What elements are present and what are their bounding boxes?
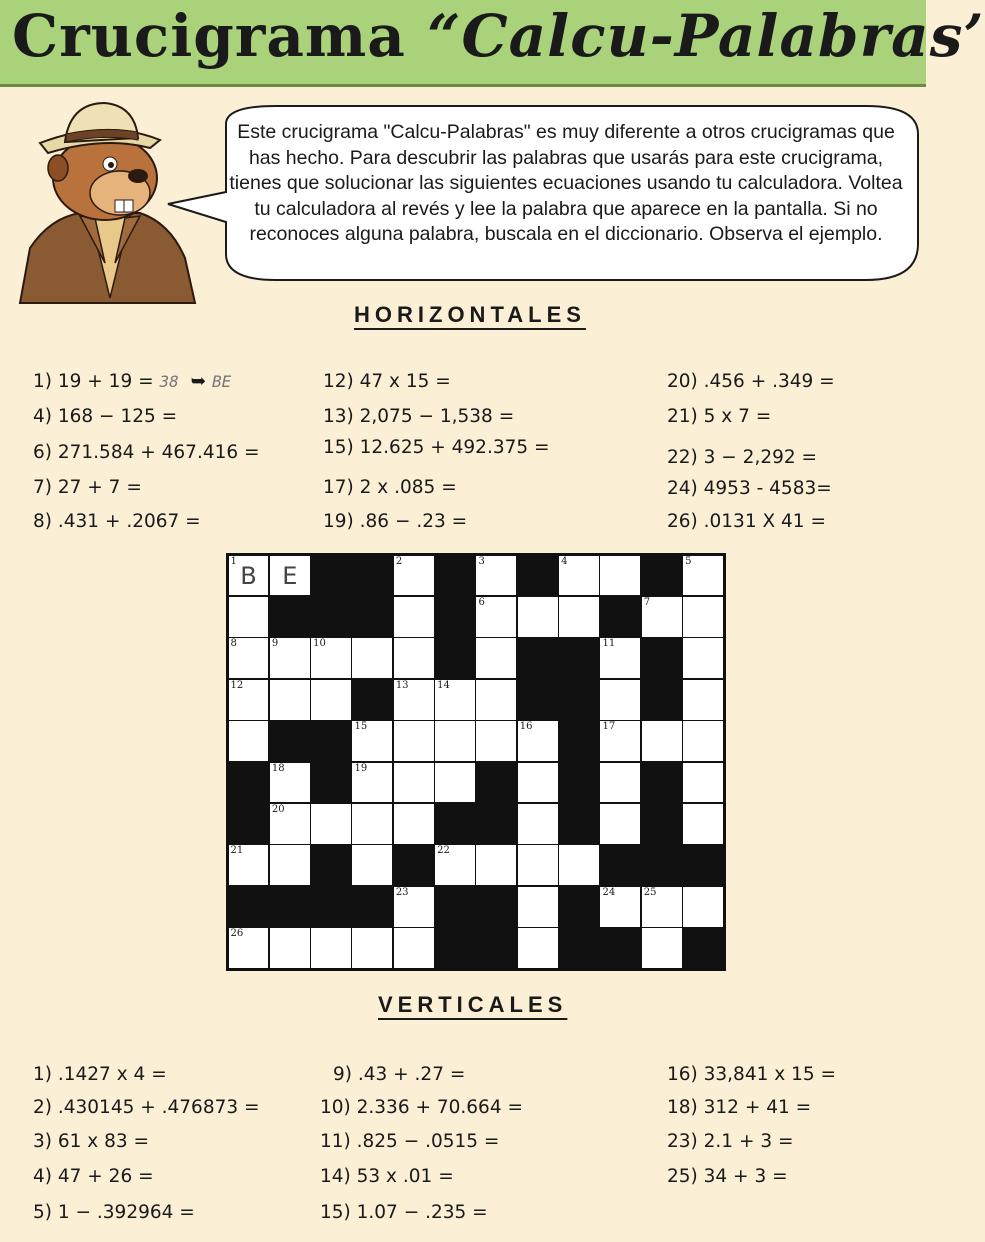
grid-cell[interactable] <box>435 763 475 803</box>
grid-cell[interactable] <box>270 804 310 844</box>
grid-cell[interactable] <box>229 556 269 596</box>
grid-cell[interactable] <box>311 804 351 844</box>
clue-number: 6 <box>478 596 485 608</box>
grid-cell[interactable] <box>642 721 682 761</box>
title-banner <box>0 0 985 87</box>
clue-h-7: 7) 27 + 7 = <box>33 477 142 498</box>
example-result: 38 <box>159 372 179 391</box>
clue-number: 22 <box>437 845 450 857</box>
grid-cell[interactable] <box>476 721 516 761</box>
grid-cell[interactable] <box>435 845 475 885</box>
horizontales-heading: HORIZONTALES <box>354 302 586 327</box>
grid-cell[interactable] <box>394 721 434 761</box>
grid-cell[interactable] <box>270 556 310 596</box>
clue-number: 20 <box>271 803 285 815</box>
grid-cell[interactable] <box>229 638 269 678</box>
clue-number: 15 <box>354 721 368 733</box>
clue-number: 7 <box>643 596 651 608</box>
clue-v-23: 23) 2.1 + 3 = <box>667 1131 794 1152</box>
grid-cell[interactable] <box>476 597 516 637</box>
grid-cell[interactable] <box>642 887 682 927</box>
grid-cell[interactable] <box>352 928 392 968</box>
grid-cell[interactable] <box>394 928 434 968</box>
grid-cell[interactable] <box>476 556 516 596</box>
grid-cell[interactable] <box>352 804 392 844</box>
grid-cell[interactable] <box>518 597 558 637</box>
grid-cell[interactable] <box>683 763 723 803</box>
clue-number: 21 <box>230 845 244 857</box>
grid-cell[interactable] <box>518 845 558 885</box>
grid-cell[interactable] <box>683 804 723 844</box>
grid-cell[interactable] <box>642 597 682 637</box>
clue-h-13: 13) 2,075 − 1,538 = <box>323 406 515 427</box>
clue-number: 5 <box>685 555 692 567</box>
title-italic: “Calcu-Palabras’ <box>427 2 985 70</box>
clue-number: 11 <box>602 638 616 650</box>
grid-cell[interactable] <box>683 556 723 596</box>
clue-v-1: 1) .1427 x 4 = <box>33 1064 167 1085</box>
grid-cell[interactable] <box>683 887 723 927</box>
grid-cell[interactable] <box>394 887 434 927</box>
cell-letter: E <box>282 561 298 590</box>
clue-v-18: 18) 312 + 41 = <box>667 1097 812 1118</box>
clue-h-21: 21) 5 x 7 = <box>667 406 772 427</box>
grid-cell[interactable] <box>229 928 269 968</box>
clue-number: 4 <box>561 555 568 567</box>
grid-cell[interactable] <box>518 721 558 761</box>
clue-h-17: 17) 2 x .085 = <box>323 477 457 498</box>
clue-v-15: 15) 1.07 − .235 = <box>320 1202 488 1223</box>
clue-number: 12 <box>230 679 244 691</box>
grid-cell[interactable] <box>270 763 310 803</box>
clue-number: 8 <box>230 638 237 650</box>
grid-cell[interactable] <box>229 721 269 761</box>
clue-number: 2 <box>395 555 403 567</box>
clue-v-16: 16) 33,841 x 15 = <box>667 1064 837 1085</box>
clue-number: 24 <box>602 886 616 898</box>
grid-cell[interactable] <box>352 763 392 803</box>
grid-cell[interactable] <box>311 638 351 678</box>
grid-cell[interactable] <box>229 680 269 720</box>
grid-cell[interactable] <box>600 887 640 927</box>
grid-cell[interactable] <box>352 845 392 885</box>
grid-cell[interactable] <box>270 845 310 885</box>
grid-cell[interactable] <box>394 556 434 596</box>
grid-cell[interactable] <box>559 556 599 596</box>
clue-number: 1 <box>230 555 237 567</box>
clue-h-26: 26) .0131 X 41 = <box>667 511 826 532</box>
clue-number: 3 <box>478 555 485 567</box>
clue-number: 18 <box>271 762 285 774</box>
grid-cell[interactable] <box>683 721 723 761</box>
grid-cell[interactable] <box>352 638 392 678</box>
clue-v-4: 4) 47 + 26 = <box>33 1166 154 1187</box>
grid-cell[interactable] <box>518 928 558 968</box>
grid-cell[interactable] <box>683 680 723 720</box>
grid-cell[interactable] <box>229 597 269 637</box>
clue-h-20: 20) .456 + .349 = <box>667 371 835 392</box>
clue-h-15: 15) 12.625 + 492.375 = <box>323 437 550 458</box>
grid-cell[interactable] <box>600 721 640 761</box>
intro-text: Este crucigrama "Calcu-Palabras" es muy diferente a otros crucigramas que has hecho. Para descubrir las palabras que usarás para este crucigrama, tienes que solucionar las siguientes ecuaciones usando tu calculadora. Voltea tu calculadora al revés y lee la palabra que aparece en la pantalla. Si no reconoces alguna palabra, buscala en el diccionario. Observa el ejemplo. <box>229 121 903 246</box>
grid-cell[interactable] <box>559 597 599 637</box>
grid-cell[interactable] <box>600 638 640 678</box>
grid-cell[interactable] <box>270 680 310 720</box>
clue-number: 14 <box>437 679 450 691</box>
clue-v-3: 3) 61 x 83 = <box>33 1131 150 1152</box>
clue-h-8: 8) .431 + .2067 = <box>33 511 201 532</box>
clue-v-2: 2) .430145 + .476873 = <box>33 1097 260 1118</box>
grid-cell[interactable] <box>394 804 434 844</box>
verticales-heading: VERTICALES <box>378 992 568 1017</box>
grid-cell[interactable] <box>559 845 599 885</box>
clue-number: 19 <box>354 762 368 774</box>
grid-cell[interactable] <box>476 680 516 720</box>
grid-cell[interactable] <box>518 887 558 927</box>
crossword-grid <box>226 553 726 971</box>
clue-number: 10 <box>313 638 326 650</box>
grid-cell[interactable] <box>394 763 434 803</box>
clue-v-10: 10) 2.336 + 70.664 = <box>320 1097 523 1118</box>
grid-cell[interactable] <box>518 763 558 803</box>
clue-h-1 <box>33 371 231 392</box>
grid-cell[interactable] <box>270 928 310 968</box>
cell-letter: B <box>240 561 257 590</box>
clue-v-5: 5) 1 − .392964 = <box>33 1202 195 1223</box>
arrow-icon: ➥ <box>190 371 207 392</box>
grid-cell[interactable] <box>600 763 640 803</box>
clue-v-11: 11) .825 − .0515 = <box>320 1131 500 1152</box>
grid-cell[interactable] <box>435 680 475 720</box>
clue-h-22: 22) 3 − 2,292 = <box>667 447 818 468</box>
clue-number: 26 <box>230 928 244 940</box>
clue-v-14: 14) 53 x .01 = <box>320 1166 454 1187</box>
clue-h-4: 4) 168 − 125 = <box>33 406 178 427</box>
grid-cell[interactable] <box>394 680 434 720</box>
grid-cell[interactable] <box>352 721 392 761</box>
clue-h-6: 6) 271.584 + 467.416 = <box>33 442 260 463</box>
clue-v-25: 25) 34 + 3 = <box>667 1166 788 1187</box>
clue-number: 13 <box>395 679 409 691</box>
grid-cell[interactable] <box>394 638 434 678</box>
grid-cell[interactable] <box>600 556 640 596</box>
grid-cell[interactable] <box>394 597 434 637</box>
grid-cell[interactable] <box>311 928 351 968</box>
example-word: BE <box>212 372 232 391</box>
clue-number: 16 <box>519 721 533 733</box>
grid-cell[interactable] <box>642 928 682 968</box>
title-plain: Crucigrama <box>12 2 428 70</box>
clue-h-24: 24) 4953 - 4583= <box>667 478 832 499</box>
clue-text: 1) 19 + 19 = <box>33 371 160 392</box>
grid-cell[interactable] <box>311 680 351 720</box>
clue-number: 23 <box>395 886 409 898</box>
clue-number: 25 <box>643 886 657 898</box>
grid-cell[interactable] <box>476 638 516 678</box>
grid-cell[interactable] <box>518 804 558 844</box>
clue-h-12: 12) 47 x 15 = <box>323 371 451 392</box>
grid-cell[interactable] <box>476 845 516 885</box>
clue-v-9: 9) .43 + .27 = <box>333 1064 466 1085</box>
page-title <box>12 2 985 70</box>
grid-cell[interactable] <box>229 845 269 885</box>
clue-number: 17 <box>602 721 616 733</box>
grid-cell[interactable] <box>600 804 640 844</box>
grid-cell[interactable] <box>683 597 723 637</box>
clue-number: 9 <box>271 638 279 650</box>
grid-cell[interactable] <box>600 680 640 720</box>
grid-cell[interactable] <box>435 721 475 761</box>
speech-bubble <box>206 104 918 280</box>
clue-h-19: 19) .86 − .23 = <box>323 511 468 532</box>
grid-cell[interactable] <box>270 638 310 678</box>
grid-cell[interactable] <box>683 638 723 678</box>
